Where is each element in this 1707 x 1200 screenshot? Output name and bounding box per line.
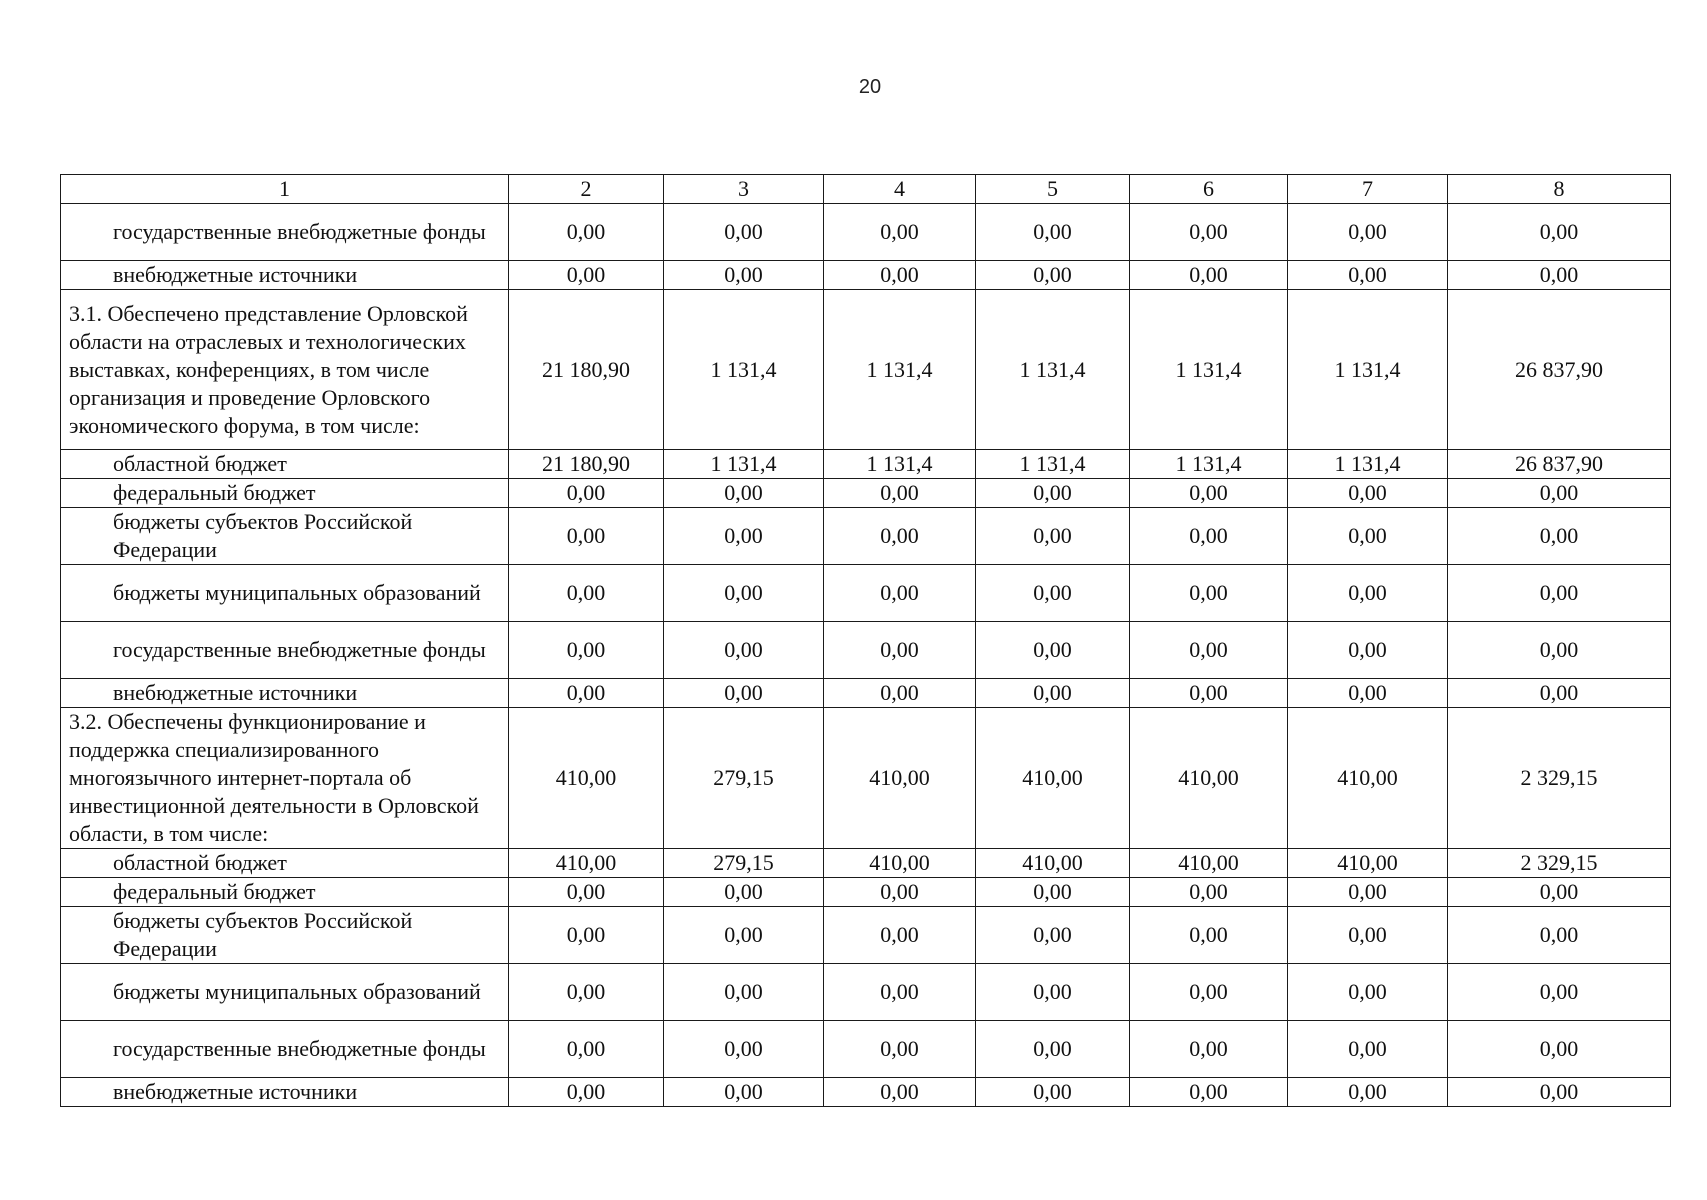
table-row bbox=[61, 479, 1671, 508]
value-cell: 0,00 bbox=[976, 907, 1130, 964]
table-row bbox=[61, 204, 1671, 261]
value-cell: 0,00 bbox=[824, 479, 976, 508]
value-cell: 0,00 bbox=[1288, 878, 1448, 907]
header-row bbox=[61, 175, 1671, 204]
value-cell: 0,00 bbox=[976, 679, 1130, 708]
table-row bbox=[61, 622, 1671, 679]
value-cell: 0,00 bbox=[1448, 907, 1671, 964]
value-cell: 410,00 bbox=[976, 708, 1130, 849]
value-cell: 0,00 bbox=[1288, 565, 1448, 622]
value-cell: 410,00 bbox=[1130, 708, 1288, 849]
value-cell: 0,00 bbox=[976, 508, 1130, 565]
value-cell: 0,00 bbox=[1288, 1021, 1448, 1078]
value-cell: 0,00 bbox=[1130, 907, 1288, 964]
value-cell: 410,00 bbox=[509, 708, 664, 849]
value-cell: 0,00 bbox=[1130, 565, 1288, 622]
column-header: 8 bbox=[1448, 175, 1671, 204]
table-row bbox=[61, 508, 1671, 565]
value-cell: 0,00 bbox=[664, 964, 824, 1021]
table-row bbox=[61, 565, 1671, 622]
value-cell: 0,00 bbox=[976, 964, 1130, 1021]
value-cell: 0,00 bbox=[824, 679, 976, 708]
value-cell: 0,00 bbox=[824, 261, 976, 290]
value-cell: 0,00 bbox=[976, 479, 1130, 508]
value-cell: 0,00 bbox=[976, 204, 1130, 261]
value-cell: 0,00 bbox=[1288, 1078, 1448, 1107]
row-label: федеральный бюджет bbox=[61, 479, 509, 508]
value-cell: 0,00 bbox=[824, 1078, 976, 1107]
value-cell: 0,00 bbox=[1448, 565, 1671, 622]
row-label: бюджеты субъектов Российской Федерации bbox=[61, 508, 509, 565]
table-row bbox=[61, 1021, 1671, 1078]
value-cell: 26 837,90 bbox=[1448, 290, 1671, 450]
column-header: 3 bbox=[664, 175, 824, 204]
value-cell: 0,00 bbox=[1448, 204, 1671, 261]
value-cell: 0,00 bbox=[1448, 679, 1671, 708]
row-label: 3.1. Обеспечено представление Орловской области на отраслевых и технологических выставках, конференциях, в том числе организация и проведение Орловского экономического форума, в том числе: bbox=[61, 290, 509, 450]
row-label: государственные внебюджетные фонды bbox=[61, 622, 509, 679]
value-cell: 0,00 bbox=[1288, 508, 1448, 565]
table-header bbox=[61, 175, 1671, 204]
value-cell: 0,00 bbox=[976, 1021, 1130, 1078]
value-cell: 410,00 bbox=[509, 849, 664, 878]
column-header: 5 bbox=[976, 175, 1130, 204]
value-cell: 0,00 bbox=[1448, 1021, 1671, 1078]
row-label: федеральный бюджет bbox=[61, 878, 509, 907]
value-cell: 0,00 bbox=[824, 565, 976, 622]
value-cell: 0,00 bbox=[1288, 964, 1448, 1021]
value-cell: 0,00 bbox=[664, 622, 824, 679]
value-cell: 0,00 bbox=[976, 565, 1130, 622]
value-cell: 0,00 bbox=[509, 261, 664, 290]
row-label: бюджеты муниципальных образований bbox=[61, 964, 509, 1021]
value-cell: 279,15 bbox=[664, 708, 824, 849]
table-row-section bbox=[61, 290, 1671, 450]
value-cell: 21 180,90 bbox=[509, 450, 664, 479]
column-header: 6 bbox=[1130, 175, 1288, 204]
column-header: 1 bbox=[61, 175, 509, 204]
value-cell: 0,00 bbox=[1288, 204, 1448, 261]
value-cell: 1 131,4 bbox=[1288, 450, 1448, 479]
value-cell: 0,00 bbox=[1130, 261, 1288, 290]
value-cell: 1 131,4 bbox=[824, 290, 976, 450]
value-cell: 0,00 bbox=[1130, 1078, 1288, 1107]
value-cell: 0,00 bbox=[509, 479, 664, 508]
value-cell: 0,00 bbox=[1130, 1021, 1288, 1078]
value-cell: 0,00 bbox=[509, 622, 664, 679]
column-header: 4 bbox=[824, 175, 976, 204]
value-cell: 2 329,15 bbox=[1448, 708, 1671, 849]
row-label: бюджеты муниципальных образований bbox=[61, 565, 509, 622]
value-cell: 0,00 bbox=[1288, 679, 1448, 708]
value-cell: 0,00 bbox=[1448, 261, 1671, 290]
row-label: внебюджетные источники bbox=[61, 679, 509, 708]
row-label: внебюджетные источники bbox=[61, 1078, 509, 1107]
value-cell: 0,00 bbox=[1448, 622, 1671, 679]
value-cell: 0,00 bbox=[664, 1021, 824, 1078]
value-cell: 0,00 bbox=[1448, 508, 1671, 565]
page-number: 20 bbox=[858, 76, 882, 98]
row-label: 3.2. Обеспечены функционирование и поддержка специализированного многоязычного интернет-портала об инвестиционной деятельности в Орловской области, в том числе: bbox=[61, 708, 509, 849]
value-cell: 410,00 bbox=[976, 849, 1130, 878]
value-cell: 0,00 bbox=[664, 565, 824, 622]
value-cell: 0,00 bbox=[1130, 508, 1288, 565]
value-cell: 0,00 bbox=[1130, 479, 1288, 508]
value-cell: 0,00 bbox=[1130, 679, 1288, 708]
value-cell: 0,00 bbox=[664, 907, 824, 964]
value-cell: 1 131,4 bbox=[664, 450, 824, 479]
value-cell: 0,00 bbox=[509, 1021, 664, 1078]
table-row bbox=[61, 964, 1671, 1021]
value-cell: 0,00 bbox=[1448, 479, 1671, 508]
value-cell: 0,00 bbox=[509, 508, 664, 565]
column-header: 2 bbox=[509, 175, 664, 204]
value-cell: 0,00 bbox=[824, 878, 976, 907]
value-cell: 0,00 bbox=[509, 679, 664, 708]
value-cell: 0,00 bbox=[824, 1021, 976, 1078]
table-row bbox=[61, 849, 1671, 878]
value-cell: 0,00 bbox=[509, 1078, 664, 1107]
value-cell: 0,00 bbox=[509, 565, 664, 622]
row-label: внебюджетные источники bbox=[61, 261, 509, 290]
value-cell: 0,00 bbox=[824, 204, 976, 261]
value-cell: 1 131,4 bbox=[1288, 290, 1448, 450]
value-cell: 0,00 bbox=[1448, 878, 1671, 907]
table-row bbox=[61, 261, 1671, 290]
value-cell: 1 131,4 bbox=[664, 290, 824, 450]
value-cell: 0,00 bbox=[509, 878, 664, 907]
row-label: областной бюджет bbox=[61, 849, 509, 878]
value-cell: 0,00 bbox=[1130, 204, 1288, 261]
value-cell: 0,00 bbox=[1130, 622, 1288, 679]
value-cell: 0,00 bbox=[664, 1078, 824, 1107]
value-cell: 0,00 bbox=[1448, 964, 1671, 1021]
value-cell: 0,00 bbox=[509, 964, 664, 1021]
row-label: бюджеты субъектов Российской Федерации bbox=[61, 907, 509, 964]
value-cell: 26 837,90 bbox=[1448, 450, 1671, 479]
value-cell: 0,00 bbox=[824, 508, 976, 565]
value-cell: 0,00 bbox=[976, 622, 1130, 679]
value-cell: 2 329,15 bbox=[1448, 849, 1671, 878]
value-cell: 21 180,90 bbox=[509, 290, 664, 450]
value-cell: 0,00 bbox=[824, 964, 976, 1021]
table-row bbox=[61, 907, 1671, 964]
value-cell: 0,00 bbox=[664, 878, 824, 907]
table-row bbox=[61, 679, 1671, 708]
value-cell: 0,00 bbox=[664, 508, 824, 565]
column-header: 7 bbox=[1288, 175, 1448, 204]
value-cell: 410,00 bbox=[1130, 849, 1288, 878]
value-cell: 1 131,4 bbox=[1130, 290, 1288, 450]
budget-table bbox=[60, 174, 1671, 1107]
value-cell: 0,00 bbox=[509, 204, 664, 261]
table-row bbox=[61, 1078, 1671, 1107]
value-cell: 279,15 bbox=[664, 849, 824, 878]
value-cell: 0,00 bbox=[824, 907, 976, 964]
row-label: государственные внебюджетные фонды bbox=[61, 1021, 509, 1078]
value-cell: 1 131,4 bbox=[976, 450, 1130, 479]
table-row bbox=[61, 450, 1671, 479]
value-cell: 0,00 bbox=[1130, 964, 1288, 1021]
table-row bbox=[61, 878, 1671, 907]
value-cell: 0,00 bbox=[1288, 479, 1448, 508]
value-cell: 0,00 bbox=[976, 878, 1130, 907]
value-cell: 0,00 bbox=[664, 479, 824, 508]
value-cell: 410,00 bbox=[1288, 708, 1448, 849]
value-cell: 0,00 bbox=[1288, 261, 1448, 290]
value-cell: 410,00 bbox=[1288, 849, 1448, 878]
value-cell: 0,00 bbox=[976, 1078, 1130, 1107]
table-body bbox=[61, 204, 1671, 1107]
table-row-section bbox=[61, 708, 1671, 849]
value-cell: 1 131,4 bbox=[1130, 450, 1288, 479]
row-label: областной бюджет bbox=[61, 450, 509, 479]
value-cell: 0,00 bbox=[664, 679, 824, 708]
value-cell: 1 131,4 bbox=[824, 450, 976, 479]
value-cell: 0,00 bbox=[1130, 878, 1288, 907]
value-cell: 0,00 bbox=[1288, 622, 1448, 679]
row-label: государственные внебюджетные фонды bbox=[61, 204, 509, 261]
value-cell: 0,00 bbox=[824, 622, 976, 679]
value-cell: 0,00 bbox=[664, 204, 824, 261]
value-cell: 0,00 bbox=[664, 261, 824, 290]
value-cell: 0,00 bbox=[976, 261, 1130, 290]
value-cell: 1 131,4 bbox=[976, 290, 1130, 450]
value-cell: 410,00 bbox=[824, 849, 976, 878]
value-cell: 0,00 bbox=[1448, 1078, 1671, 1107]
value-cell: 410,00 bbox=[824, 708, 976, 849]
value-cell: 0,00 bbox=[509, 907, 664, 964]
value-cell: 0,00 bbox=[1288, 907, 1448, 964]
